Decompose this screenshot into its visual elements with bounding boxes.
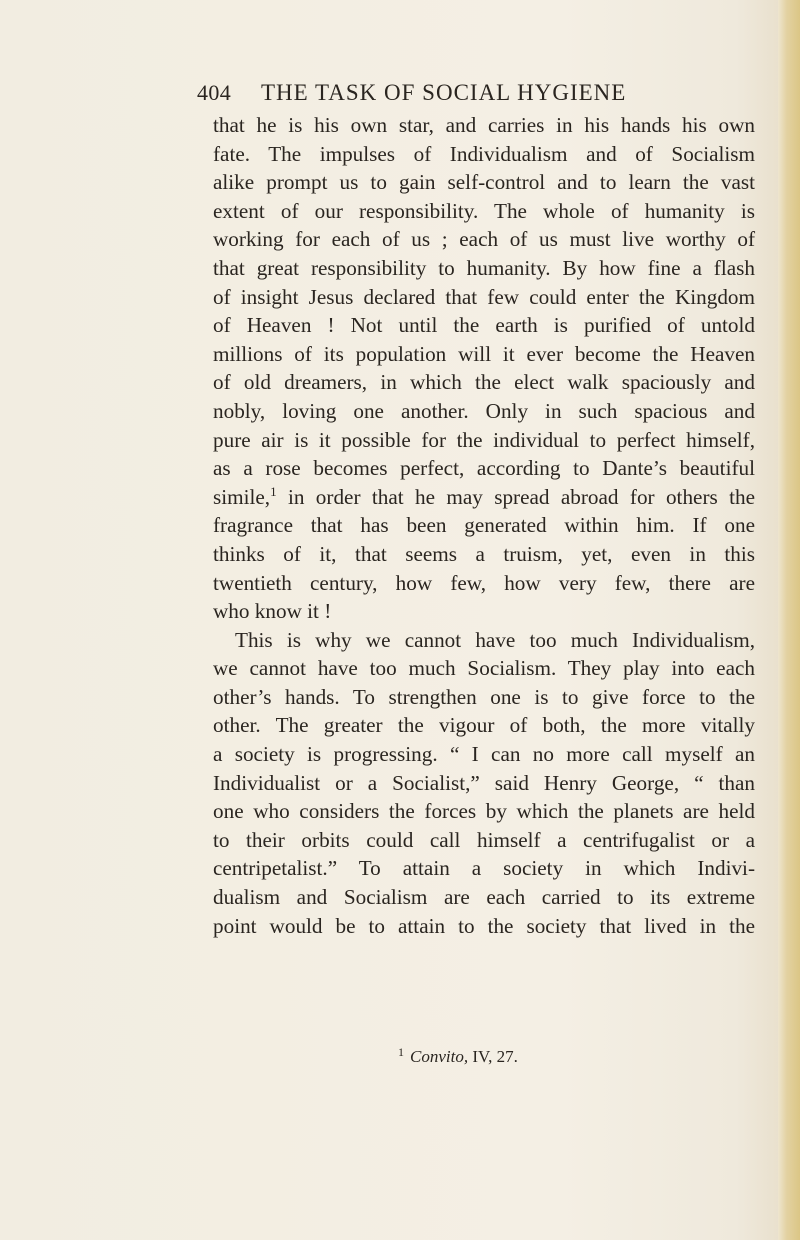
page-number: 404 bbox=[197, 80, 232, 105]
text-line: one who considers the forces by which the planets are held bbox=[213, 799, 755, 824]
text-line: dualism and Socialism are each carried to its extreme bbox=[213, 885, 755, 910]
text-line: alike prompt us to gain self-control and to learn the vast bbox=[213, 170, 755, 195]
text-line: of old dreamers, in which the elect walk spaciously and bbox=[213, 370, 755, 395]
text-line: twentieth century, how few, how very few, there are bbox=[213, 570, 755, 595]
running-title: THE TASK OF SOCIAL HYGIENE bbox=[261, 80, 627, 105]
text-line: centripetalist.” To attain a society in which Indivi- bbox=[213, 856, 755, 881]
text-line: thinks of it, that seems a truism, yet, even in this bbox=[213, 541, 755, 566]
text-line: a society is progressing. “ I can no more call myself an bbox=[213, 742, 755, 767]
text-line: as a rose becomes perfect, according to Dante’s beautiful bbox=[213, 456, 755, 481]
footnote-title: Convito, bbox=[410, 1047, 469, 1066]
text-line: that great responsibility to humanity. By how fine a flash bbox=[213, 255, 755, 280]
footnote bbox=[398, 1041, 518, 1068]
text-line: extent of our responsibility. The whole of humanity is bbox=[213, 198, 755, 223]
page-edge bbox=[778, 0, 800, 1240]
footnote-reference-text: IV, 27. bbox=[468, 1047, 518, 1066]
text-line: working for each of us ; each of us must live worthy of bbox=[213, 227, 755, 252]
simile-word: simile, bbox=[213, 484, 271, 509]
footnote-reference: 1 bbox=[270, 483, 277, 499]
text-line: fragrance that has been generated within him. If one bbox=[213, 513, 755, 538]
text-line: who know it ! bbox=[213, 599, 332, 624]
text-line: Individualist or a Socialist,” said Henry George, “ than bbox=[213, 770, 755, 795]
text-line: of insight Jesus declared that few could enter the Kingdom bbox=[213, 284, 755, 309]
text-line: other’s hands. To strengthen one is to give force to the bbox=[213, 684, 755, 709]
simile-line-rest: in order that he may spread abroad for others the bbox=[276, 484, 755, 509]
text-line: point would be to attain to the society that lived in the bbox=[213, 913, 755, 938]
text-line: that he is his own star, and carries in his hands his own bbox=[213, 113, 755, 137]
text-line: millions of its population will it ever become the Heaven bbox=[213, 341, 755, 366]
text-line: other. The greater the vigour of both, the more vitally bbox=[213, 713, 755, 738]
body-text bbox=[213, 111, 755, 940]
text-line: of Heaven ! Not until the earth is purified of untold bbox=[213, 313, 755, 338]
paragraph-start-line: This is why we cannot have too much Individualism, bbox=[235, 627, 755, 652]
text-line: we cannot have too much Socialism. They play into each bbox=[213, 656, 755, 681]
text-line: pure air is it possible for the individual to perfect himself, bbox=[213, 427, 755, 452]
footnote-mark: 1 bbox=[398, 1045, 404, 1059]
text-line: nobly, loving one another. Only in such spacious and bbox=[213, 398, 755, 423]
text-line: fate. The impulses of Individualism and of Socialism bbox=[213, 141, 755, 166]
page-header bbox=[197, 78, 757, 108]
text-line: to their orbits could call himself a centrifugalist or a bbox=[213, 827, 755, 852]
text-line-footnote-ref bbox=[213, 483, 755, 512]
